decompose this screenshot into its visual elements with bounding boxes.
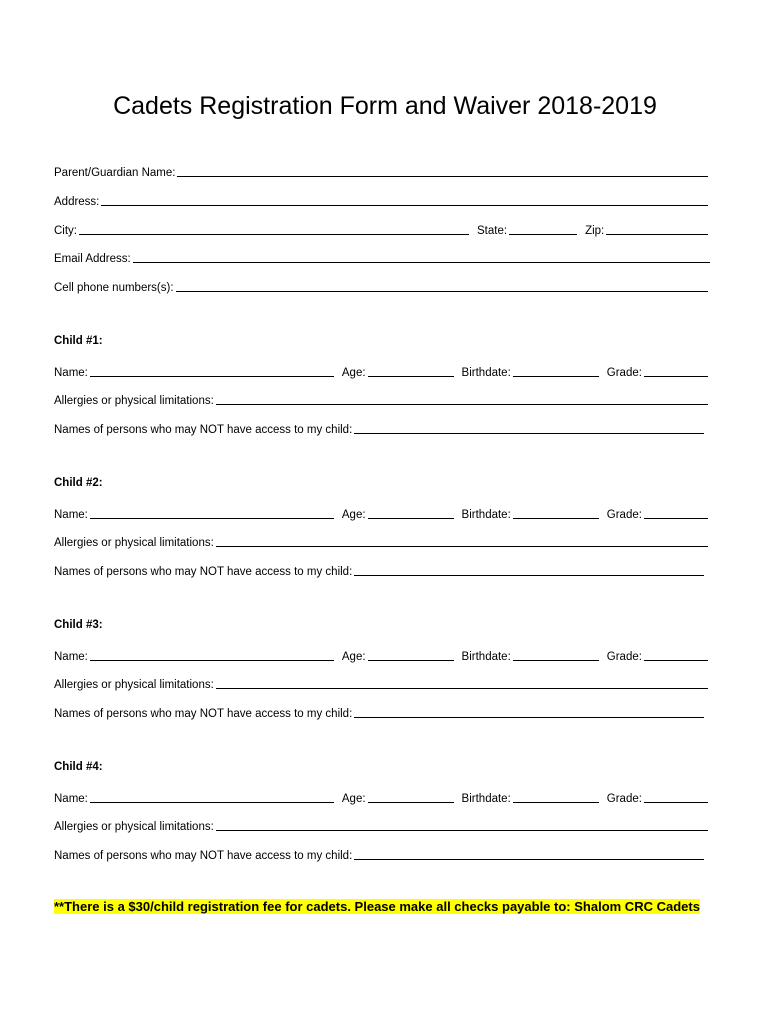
- child-1-allergies-field[interactable]: [216, 404, 708, 405]
- child-no-access-label: Names of persons who may NOT have access to my child:: [54, 424, 353, 436]
- cell-phone-row: [54, 278, 710, 294]
- child-grade-label: Grade:: [606, 793, 642, 805]
- child-1-allergies-row: [54, 391, 710, 407]
- child-4-no-access-row: [54, 846, 706, 862]
- child-1-birthdate-field[interactable]: [513, 376, 599, 377]
- child-4-allergies-field[interactable]: [216, 830, 708, 831]
- child-3-no-access-row: [54, 704, 706, 720]
- child-1-name-field[interactable]: [90, 376, 334, 377]
- child-4-birthdate-field[interactable]: [513, 802, 599, 803]
- child-age-label: Age:: [341, 509, 366, 521]
- child-2-allergies-field[interactable]: [216, 546, 708, 547]
- child-3-age-field[interactable]: [368, 660, 454, 661]
- child-3-name-field[interactable]: [90, 660, 334, 661]
- child-no-access-label: Names of persons who may NOT have access to my child:: [54, 566, 353, 578]
- child-3-grade-field[interactable]: [644, 660, 708, 661]
- child-1-info-row: [54, 363, 710, 379]
- child-2-no-access-field[interactable]: [354, 575, 704, 576]
- email-label: Email Address:: [54, 253, 131, 265]
- child-3-allergies-field[interactable]: [216, 688, 708, 689]
- child-1-grade-field[interactable]: [644, 376, 708, 377]
- child-no-access-label: Names of persons who may NOT have access to my child:: [54, 850, 353, 862]
- child-grade-label: Grade:: [606, 651, 642, 663]
- city-state-zip-row: [54, 221, 710, 237]
- child-age-label: Age:: [341, 651, 366, 663]
- address-row: [54, 192, 710, 208]
- child-4-heading: Child #4:: [54, 761, 103, 773]
- state-label: State:: [477, 225, 508, 237]
- child-2-heading: Child #2:: [54, 477, 103, 489]
- guardian-name-row: [54, 163, 710, 179]
- cell-phone-field[interactable]: [176, 291, 708, 292]
- child-birthdate-label: Birthdate:: [461, 793, 511, 805]
- form-title: Cadets Registration Form and Waiver 2018-2019: [113, 92, 657, 120]
- child-4-info-row: [54, 789, 710, 805]
- zip-field[interactable]: [606, 234, 708, 235]
- child-1-heading: Child #1:: [54, 335, 103, 347]
- child-3-info-row: [54, 647, 710, 663]
- child-2-birthdate-field[interactable]: [513, 518, 599, 519]
- city-label: City:: [54, 225, 77, 237]
- child-2-allergies-row: [54, 533, 710, 549]
- child-4-age-field[interactable]: [368, 802, 454, 803]
- child-allergies-label: Allergies or physical limitations:: [54, 537, 214, 549]
- child-allergies-label: Allergies or physical limitations:: [54, 821, 214, 833]
- child-name-label: Name:: [54, 367, 88, 379]
- child-1-age-field[interactable]: [368, 376, 454, 377]
- child-name-label: Name:: [54, 509, 88, 521]
- zip-label: Zip:: [585, 225, 605, 237]
- child-allergies-label: Allergies or physical limitations:: [54, 395, 214, 407]
- address-field[interactable]: [101, 205, 708, 206]
- child-age-label: Age:: [341, 367, 366, 379]
- child-4-no-access-field[interactable]: [354, 859, 704, 860]
- child-3-heading: Child #3:: [54, 619, 103, 631]
- child-2-name-field[interactable]: [90, 518, 334, 519]
- child-2-no-access-row: [54, 562, 706, 578]
- fee-note-text: **There is a $30/child registration fee for cadets. Please make all checks payable to: Shalom CRC Cadets: [54, 899, 700, 914]
- child-3-birthdate-field[interactable]: [513, 660, 599, 661]
- child-name-label: Name:: [54, 651, 88, 663]
- address-label: Address:: [54, 196, 100, 208]
- child-birthdate-label: Birthdate:: [461, 509, 511, 521]
- child-4-allergies-row: [54, 817, 710, 833]
- child-grade-label: Grade:: [606, 367, 642, 379]
- child-grade-label: Grade:: [606, 509, 642, 521]
- child-4-grade-field[interactable]: [644, 802, 708, 803]
- child-4-name-field[interactable]: [90, 802, 334, 803]
- city-field[interactable]: [79, 234, 469, 235]
- child-age-label: Age:: [341, 793, 366, 805]
- child-name-label: Name:: [54, 793, 88, 805]
- child-1-no-access-row: [54, 420, 706, 436]
- email-row: [54, 249, 712, 265]
- child-2-age-field[interactable]: [368, 518, 454, 519]
- child-no-access-label: Names of persons who may NOT have access to my child:: [54, 708, 353, 720]
- guardian-name-label: Parent/Guardian Name:: [54, 167, 176, 179]
- cell-phone-label: Cell phone numbers(s):: [54, 282, 174, 294]
- child-birthdate-label: Birthdate:: [461, 367, 511, 379]
- child-2-info-row: [54, 505, 710, 521]
- child-3-allergies-row: [54, 675, 710, 691]
- child-birthdate-label: Birthdate:: [461, 651, 511, 663]
- fee-note: [54, 898, 714, 915]
- email-field[interactable]: [133, 262, 710, 263]
- child-2-grade-field[interactable]: [644, 518, 708, 519]
- state-field[interactable]: [509, 234, 577, 235]
- child-1-no-access-field[interactable]: [354, 433, 704, 434]
- child-allergies-label: Allergies or physical limitations:: [54, 679, 214, 691]
- guardian-name-field[interactable]: [177, 176, 708, 177]
- child-3-no-access-field[interactable]: [354, 717, 704, 718]
